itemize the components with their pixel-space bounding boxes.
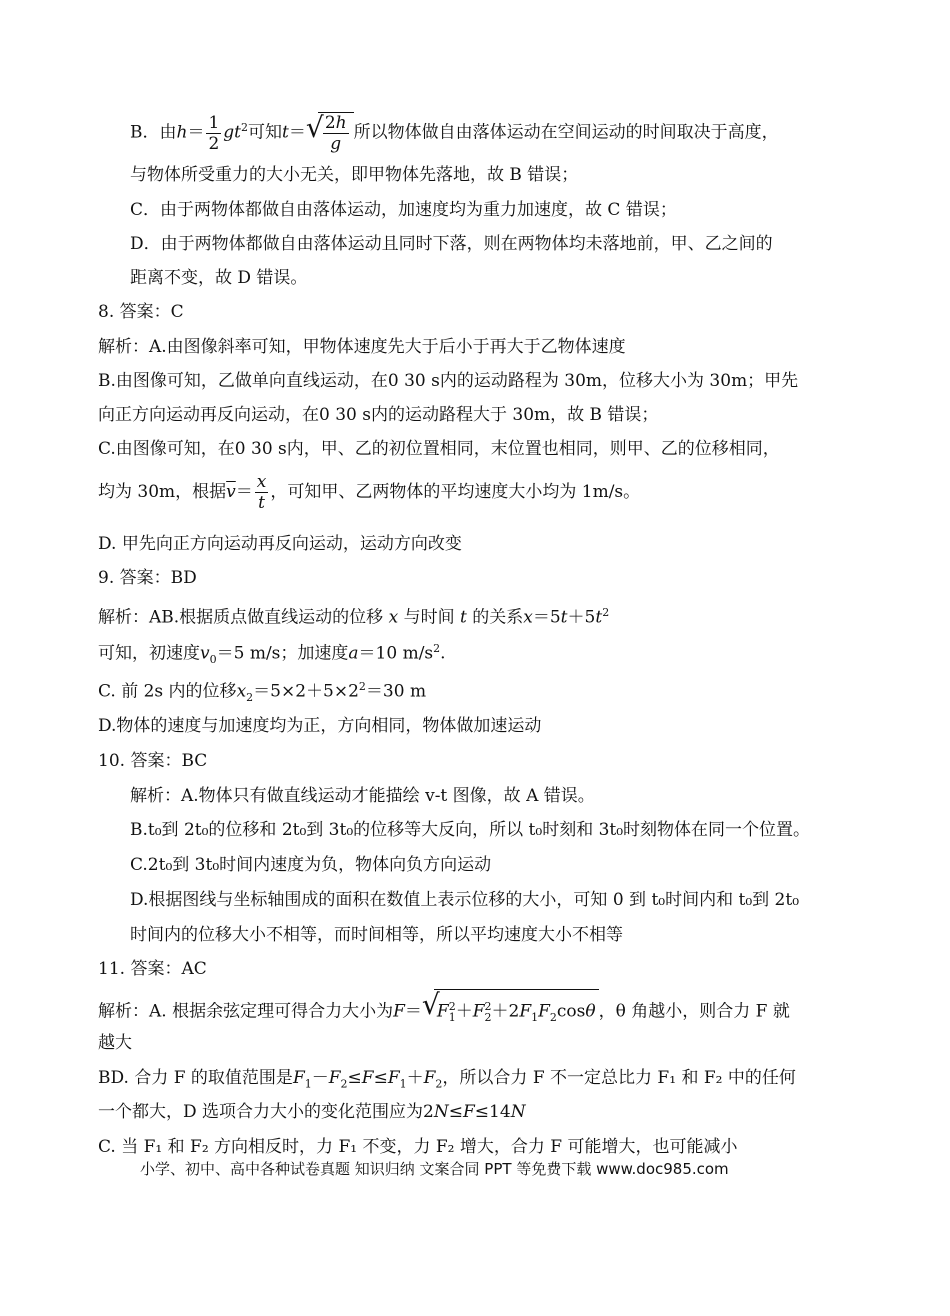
q11-bd-suffix: ，所以合力 F 不一定总比力 F₁ 和 F₂ 中的任何 — [442, 1068, 796, 1088]
q8-b-line2: 向正方向运动再反向运动，在0 30 s内的运动路程大于 30m，故 B 错误； — [98, 405, 659, 425]
q10-d-line1: D.根据图线与坐标轴围成的面积在数值上表示位移的大小，可知 0 到 t₀时间内和 t₀到 2t₀ — [130, 890, 800, 910]
q7-d-line2: 距离不变，故 D 错误。 — [130, 268, 308, 288]
fraction-x-over-t: $\frac{x}{t}$ — [256, 472, 267, 513]
q11-a-line2: 越大 — [98, 1033, 132, 1053]
q9-ab-mid2: 的关系 — [472, 607, 524, 628]
q11-a-line: 解析：A. 根据余弦定理可得合力大小为F＝ √ $F^2_1+F^2_2+2F_1F_2\cos\theta$ ，θ 角越小，则合力 F 就 — [98, 989, 790, 1035]
q7-b-suffix: 所以物体做自由落体运动在空间运动的时间取决于高度， — [353, 122, 779, 143]
q9-l2-mid: ；加速度 — [280, 643, 349, 664]
q8-c-line1: C.由图像可知，在0 30 s内，甲、乙的初位置相同，末位置也相同，则甲、乙的位移相同， — [98, 439, 780, 459]
q11-bd-line2: 一个都大，D 选项合力大小的变化范围应为2N≤F≤14N — [98, 1102, 526, 1122]
sqrt-2h-over-g: √ $\frac{2h}{g}$ — [306, 112, 354, 154]
q9-ab-line: 解析：AB.根据质点做直线运动的位移 x 与时间 t 的关系$x=5t+5t^2$ — [98, 606, 610, 628]
fraction-half: $\frac{1}{2}$ — [208, 112, 220, 154]
q9-line2: 可知，初速度$v_0=5$ m/s；加速度a＝10 $m/s^2$. — [98, 642, 446, 667]
q9-c-prefix: C. 前 2s 内的位移 — [98, 681, 237, 702]
q9-c-line: C. 前 2s 内的位移$x_2=5\times 2+5\times 2^2=30$ m — [98, 680, 427, 705]
q8-answer: 8. 答案：C — [98, 302, 184, 322]
q10-b-line: B.t₀到 2t₀的位移和 2t₀到 3t₀的位移等大反向，所以 t₀时刻和 3t₀时刻物体在同一个位置。 — [130, 820, 811, 840]
q11-a-prefix: 解析：A. 根据余弦定理可得合力大小为 — [98, 1001, 394, 1022]
q10-answer: 10. 答案：BC — [98, 751, 208, 771]
q11-c-line: C. 当 F₁ 和 F₂ 方向相反时，力 F₁ 不变，力 F₂ 增大，合力 F 可能增大，也可能减小 — [98, 1137, 738, 1157]
q8-b-line1: B.由图像可知，乙做单向直线运动，在0 30 s内的运动路程为 30m，位移大小为 30m；甲先 — [98, 371, 799, 391]
formula-h: h — [176, 122, 188, 143]
q11-bd2-prefix: 一个都大，D 选项合力大小的变化范围应为 — [98, 1102, 424, 1122]
q9-ab-prefix: 解析：AB.根据质点做直线运动的位移 — [98, 607, 384, 628]
q7-c-line: C．由于两物体都做自由落体运动，加速度均为重力加速度，故 C 错误； — [130, 200, 677, 220]
q9-answer: 9. 答案：BD — [98, 568, 197, 588]
q11-answer: 11. 答案：AC — [98, 959, 207, 979]
q8-a-line: 解析：A.由图像斜率可知，甲物体速度先大于后小于再大于乙物体速度 — [98, 337, 626, 357]
q7-b-mid: 可知 — [248, 122, 282, 143]
q10-d-line2: 时间内的位移大小不相等，而时间相等，所以平均速度大小不相等 — [130, 925, 623, 945]
q8-c-line2: 均为 30m，根据$\overline{v}=$ $\frac{x}{t}$ ，可知甲、乙两物体的平均速度大小均为 1m/s。 — [98, 472, 641, 513]
q7-d-line1: D．由于两物体都做自由落体运动且同时下落，则在两物体均未落地前，甲、乙之间的 — [130, 234, 773, 254]
q10-a-line: 解析：A.物体只有做直线运动才能描绘 v-t 图像，故 A 错误。 — [130, 786, 595, 806]
q10-c-line: C.2t₀到 3t₀时间内速度为负，物体向负方向运动 — [130, 855, 492, 875]
q11-bd-line1: BD. 合力 F 的取值范围是$F_1-F_2\le F\le F_1+F_2$，所以合力 F 不一定总比力 F₁ 和 F₂ 中的任何 — [98, 1068, 796, 1091]
q9-ab-mid1: 与时间 — [403, 607, 455, 628]
q9-l2-prefix: 可知，初速度 — [98, 643, 200, 664]
sqrt-resultant-force: √ $F^2_1+F^2_2+2F_1F_2\cos\theta$ — [422, 989, 599, 1035]
q11-bd-prefix: BD. 合力 F 的取值范围是 — [98, 1068, 293, 1088]
q7-b-prefix: B．由 — [130, 122, 177, 143]
q8-d-line: D. 甲先向正方向运动再反向运动，运动方向改变 — [98, 534, 462, 554]
q9-d-line: D.物体的速度与加速度均为正，方向相同，物体做加速运动 — [98, 716, 542, 736]
q8-c2-suffix: ，可知甲、乙两物体的平均速度大小均为 1m/s。 — [270, 482, 641, 502]
q11-a-suffix: ，θ 角越小，则合力 F 就 — [598, 1001, 790, 1022]
q7-b-line: B．由h＝ $\frac{1}{2}$ $gt^2$可知t＝ √ $\frac{2h}{g}$ 所以物体做自由落体运动在空间运动的时间取决于高度， — [130, 111, 779, 155]
q7-b-line2: 与物体所受重力的大小无关，即甲物体先落地，故 B 错误； — [130, 165, 579, 185]
q8-c2-prefix: 均为 30m，根据 — [98, 482, 227, 502]
page-footer: 小学、初中、高中各种试卷真题 知识归纳 文案合同 PPT 等免费下载 www.doc985.com — [140, 1160, 729, 1178]
